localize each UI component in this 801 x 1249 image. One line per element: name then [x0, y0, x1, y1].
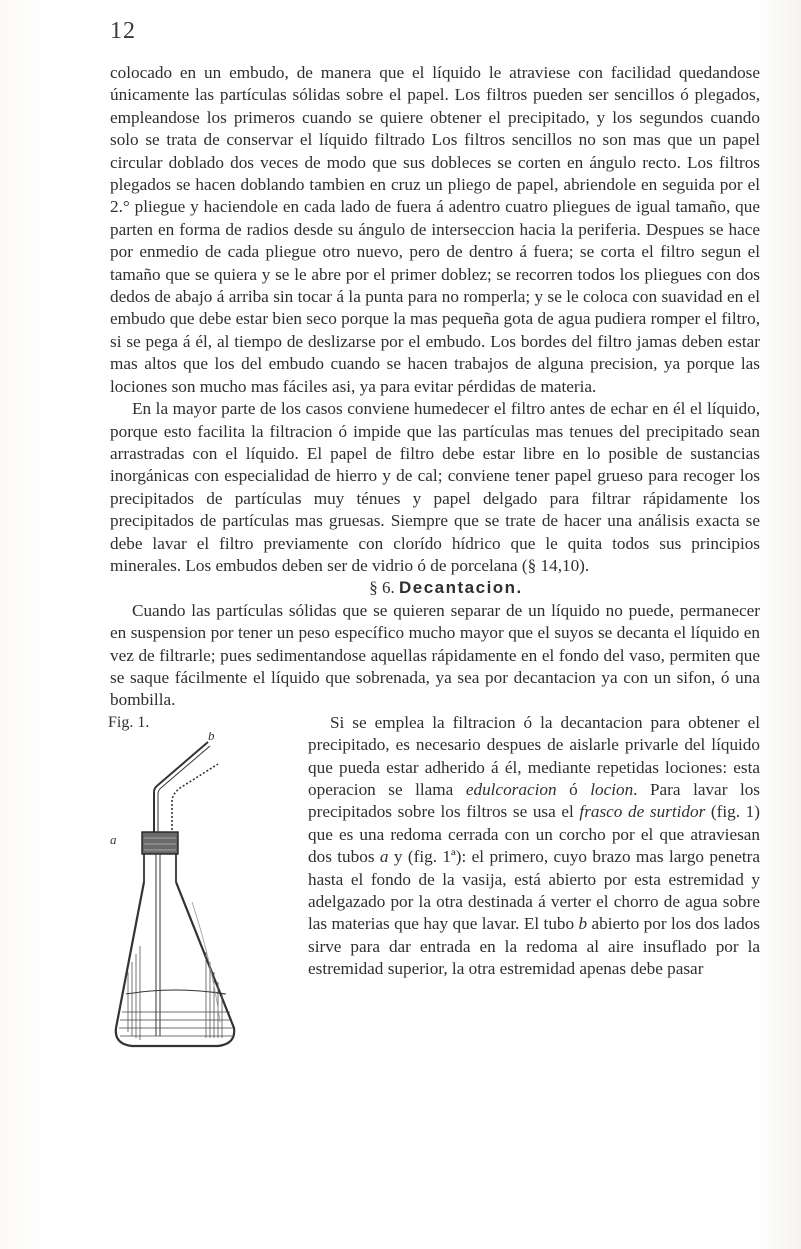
term-frasco: frasco de surtidor [579, 802, 706, 822]
text-run: . Para lavar los precipitados sobre los filtros se usa el [308, 780, 760, 822]
text-run: abierto por los dos lados sirve para dar entrada en la redoma al aire insuflado por la estremidad superior, la otra estremidad apenas debe pasar [308, 914, 760, 979]
paragraph-decantation: Cuando las partículas sólidas que se quieren separar de un líquido no puede, permanecer en suspension por tener un peso específico mucho mayor que el suyos se decanta el líquido en vez de filtrarle; pues sedimentandose aquellas rápidamente en el fondo del vaso, permiten que se saque fácilmente el líquido que sobrenada, ya sea por decantacion ya con un sifon, ó una bombilla. [110, 600, 760, 710]
term-locion: locion [590, 780, 634, 799]
figure-caption: Fig. 1. [108, 713, 150, 731]
paragraph-moistening: En la mayor parte de los casos conviene humedecer el filtro antes de echar en él el líquido, porque esto facilita la filtracion ó impide que las partículas mas tenues del precipitado sean arrastradas con el líquido. El papel de filtro debe estar libre en lo posible de sustancias inorgánicas con especialidad de hierro y de cal; conviene tener papel grueso para recoger los precipitados de partículas muy ténues y papel delgado para filtrar rápidamente los precipitados de partículas mas gruesas. Siempre que se trate de hacer una análisis exacta se debe lavar el filtro previamente con clorído hídrico que le quita todos sus principios minerales. Los embudos deben ser de vidrio ó de porcelana (§ 14,10). [110, 399, 760, 575]
section-title: Decantacion. [398, 578, 523, 598]
page-number: 12 [110, 18, 136, 44]
text-run: (fig. 1) que es una redoma cerrada con un corcho por el que atraviesan dos tubos [308, 802, 760, 867]
text-run: y (fig. 1ª): el primero, cuyo brazo mas largo penetra hasta el fondo de la vasija, está abierto por esta estremidad y adelgazado por la otra destinada á verter el chorro de agua sobre las materias que hay que lavar. El tubo [308, 847, 760, 934]
term-edulcoracion: edulcoracion [465, 780, 557, 799]
flask-body [116, 882, 234, 1046]
term-tube-a: a [379, 847, 389, 867]
wash-bottle-illustration [102, 732, 298, 1062]
figure-wash-bottle [102, 712, 298, 1072]
text-run: ó [556, 780, 591, 799]
body-text [110, 62, 760, 1072]
paragraph-filters: colocado en un embudo, de manera que el líquido le atraviese con facilidad quedandose únicamente las partículas sólidas sobre el papel. Los filtros pueden ser sencillos ó plegados, empleandose los primeros cuando se quiere obtener el precipitado, y los segundos cuando solo se trata de conservar el líquido filtrado Los filtros sencillos no son mas que un papel circular doblado dos veces de modo que sus dobleces se corten en ángulo recto. Los filtros plegados se hacen doblando tambien en cruz un pliego de papel, abriendole en seguida por el 2.° pliegue y haciendole en cada lado de fuera á adentro cuatro pliegues de igual tamaño, que parten en forma de radios desde su ángulo de interseccion hacia la periferia. Despues se hace por enmedio de cada pliegue otro nuevo, pero de dentro á fuera; se corta el filtro segun el tamaño que se quiera y se le abre por el primer doblez; se recorren todos los pliegues con dos dedos de abajo á arriba sin tocar á la punta para no romperla; y se le coloca con suavidad en el embudo que debe estar bien seco porque la mas pequeña gota de agua pudiera romper el filtro, si se pega á él, al tiempo de deslizarse por el embudo. Los bordes del filtro jamas deben estar mas altos que los del embudo cuando se hacen trabajos de alguna precision, ya porque las lociones son mucho mas fáciles asi, ya para evitar pérdidas de materia. [110, 63, 760, 396]
label-a: a [110, 831, 117, 847]
label-b: b [208, 731, 215, 743]
cork [142, 832, 178, 854]
term-tube-b: b [578, 914, 588, 934]
section-number: § 6. [369, 578, 395, 598]
air-tube [172, 764, 218, 834]
text-run: Si se emplea la filtracion ó la decantacion para obtener el precipitado, es necesario despues de aislarle privarle del líquido que pueda estar adherido á él, mediante repetidas lociones: esta operacion se llama [308, 712, 760, 799]
section-heading [110, 577, 760, 599]
